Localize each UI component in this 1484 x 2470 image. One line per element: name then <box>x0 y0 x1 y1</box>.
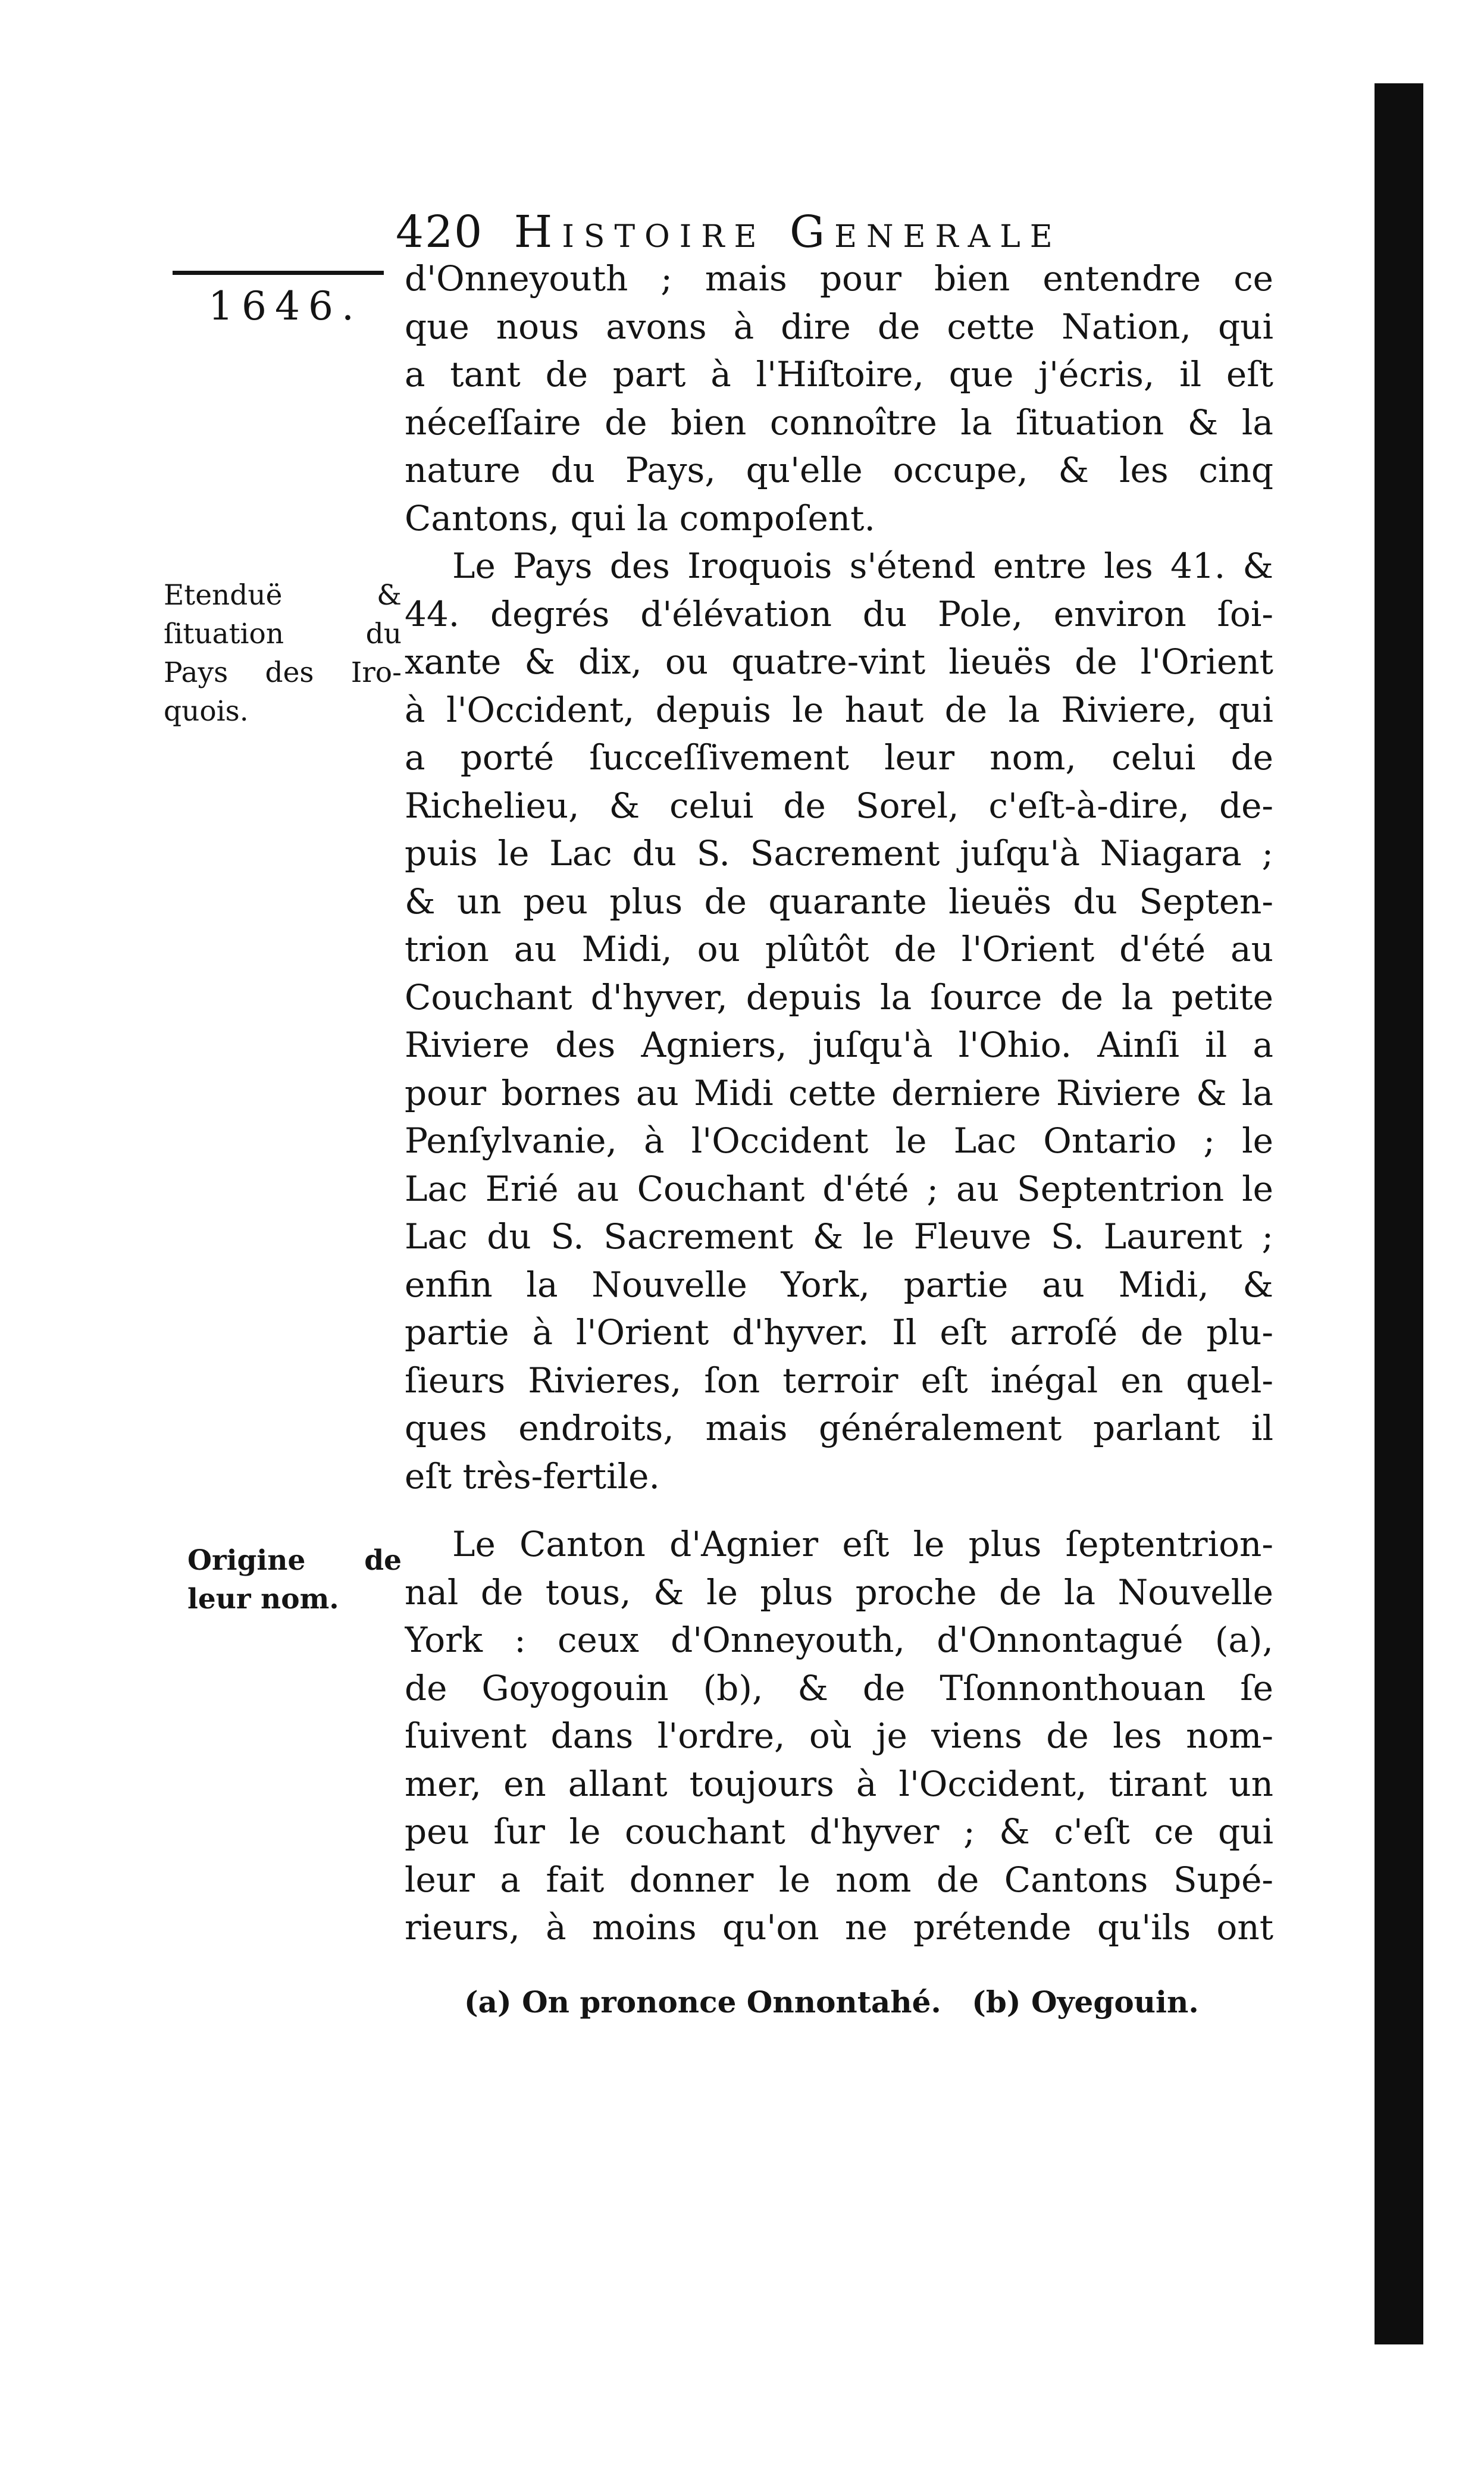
text-line: Lac du S. Sacrement & le Fleuve S. Laurent ; <box>405 1216 1273 1257</box>
text-line: ſieurs Rivieres, ſon terroir eſt inégal en quel- <box>405 1360 1273 1401</box>
text-line: Couchant d'hyver, depuis la ſource de la petite <box>405 976 1273 1018</box>
margin-note-line: ſituation du <box>164 618 402 650</box>
text-line: Riviere des Agniers, juſqu'à l'Ohio. Ainſi il a <box>405 1025 1273 1065</box>
text-line: Le Canton d'Agnier eſt le plus ſeptentrion- <box>452 1524 1273 1564</box>
text-line: York : ceux d'Onneyouth, d'Onnontagué (a), <box>405 1620 1273 1660</box>
paragraph-1 <box>405 255 1273 542</box>
year-rule <box>173 271 384 275</box>
text-line: puis le Lac du S. Sacrement juſqu'à Niagara ; <box>405 833 1273 874</box>
running-title: Histoire Generale <box>514 206 1062 258</box>
text-line: a tant de part à l'Hiſtoire, que j'écris, il eſt <box>405 354 1273 395</box>
text-line: Penſylvanie, à l'Occident le Lac Ontario ; le <box>405 1120 1273 1161</box>
text-line: a porté ſucceſſivement leur nom, celui de <box>405 737 1273 778</box>
text-line: à l'Occident, depuis le haut de la Riviere, qui <box>405 689 1273 730</box>
text-line: mer, en allant toujours à l'Occident, tirant un <box>405 1763 1273 1804</box>
text-line: nature du Pays, qu'elle occupe, & les cinq <box>405 450 1273 490</box>
margin-note-extent <box>164 576 402 731</box>
text-line: pour bornes au Midi cette derniere Riviere & la <box>405 1072 1273 1113</box>
margin-note-origin <box>187 1541 402 1619</box>
margin-note-line: leur nom. <box>187 1583 339 1616</box>
text-line: trion au Midi, ou plûtôt de l'Orient d'été au <box>405 929 1273 969</box>
text-line: partie à l'Orient d'hyver. Il eſt arroſé de plu- <box>405 1312 1273 1353</box>
text-line: rieurs, à moins qu'on ne prétende qu'ils ont <box>405 1907 1273 1948</box>
text-line: eſt très-fertile. <box>405 1455 660 1497</box>
text-line: & un peu plus de quarante lieuës du Septen- <box>405 881 1273 922</box>
paragraph-3 <box>405 1520 1273 1952</box>
text-line: néceſſaire de bien connoître la ſituation & la <box>405 402 1273 443</box>
text-line: nal de tous, & le plus proche de la Nouvelle <box>405 1571 1273 1613</box>
text-line: Lac Erié au Couchant d'été ; au Septentrion le <box>405 1168 1273 1209</box>
text-line: Le Pays des Iroquois s'étend entre les 41. & <box>452 546 1273 586</box>
margin-year: 1646. <box>208 283 362 329</box>
margin-note-line: Etenduë & <box>164 579 402 612</box>
text-line: que nous avons à dire de cette Nation, qui <box>405 306 1273 347</box>
text-line: 44. degrés d'élévation du Pole, environ ſoi- <box>405 593 1273 634</box>
text-line: Cantons, qui la compoſent. <box>405 497 875 539</box>
margin-note-line: quois. <box>164 695 249 728</box>
text-line: ſuivent dans l'ordre, où je viens de les nom- <box>405 1715 1273 1756</box>
footnote-a: (a) On prononce Onnontahé. <box>464 1984 941 2020</box>
footnotes <box>464 1981 1273 2023</box>
margin-note-line: Origine de <box>187 1544 402 1577</box>
text-line: leur a fait donner le nom de Cantons Supé- <box>405 1859 1273 1900</box>
text-line: enfin la Nouvelle York, partie au Midi, & <box>405 1264 1273 1305</box>
margin-note-line: Pays des Iro- <box>164 656 402 689</box>
text-line: ques endroits, mais généralement parlant il <box>405 1408 1273 1448</box>
text-line: de Goyogouin (b), & de Tſonnonthouan ſe <box>405 1667 1273 1708</box>
paragraph-2 <box>405 542 1273 1500</box>
text-line: peu ſur le couchant d'hyver ; & c'eſt ce qui <box>405 1811 1273 1852</box>
page-number: 420 <box>396 206 484 258</box>
text-line: xante & dix, ou quatre-vint lieuës de l'Orient <box>405 641 1273 682</box>
text-line: d'Onneyouth ; mais pour bien entendre ce <box>405 258 1273 299</box>
text-line: Richelieu, & celui de Sorel, c'eſt-à-dire, de- <box>405 785 1273 826</box>
footnote-b: (b) Oyegouin. <box>972 1984 1199 2020</box>
binding-edge <box>1375 83 1423 2344</box>
